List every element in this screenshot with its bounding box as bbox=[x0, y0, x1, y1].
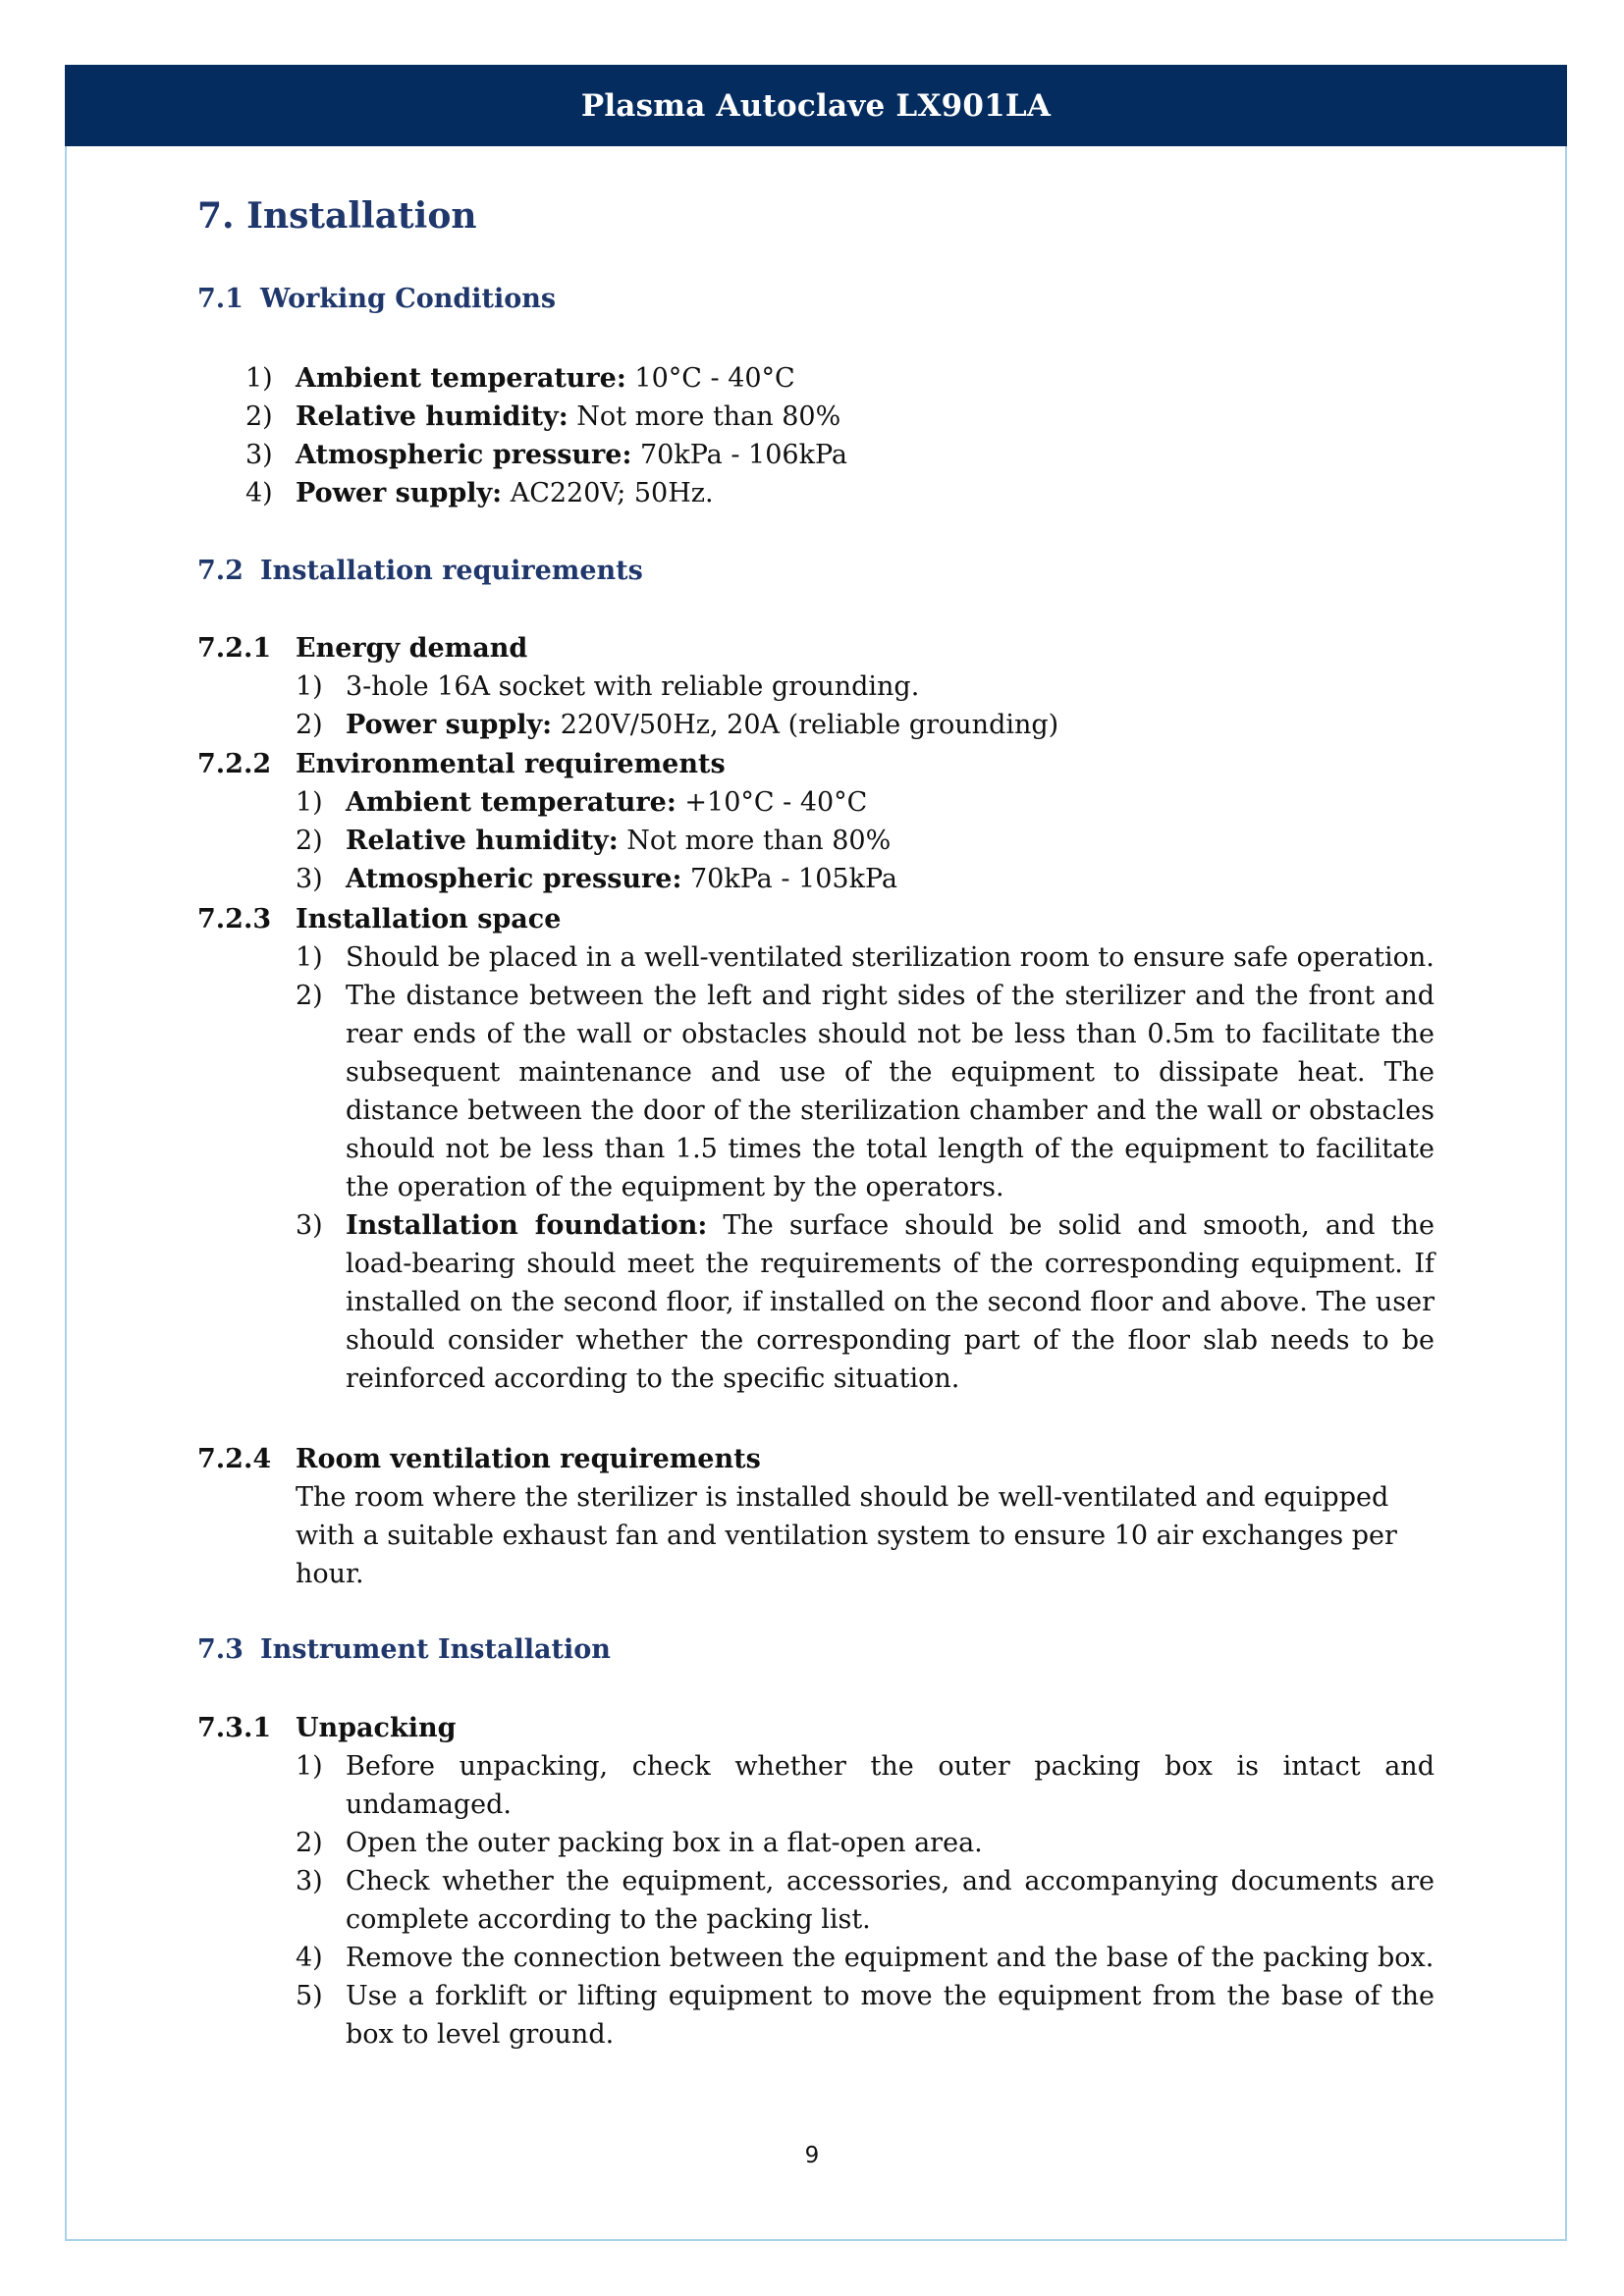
unpacking-list bbox=[296, 1747, 1435, 2054]
item-label: Atmospheric pressure: bbox=[346, 864, 682, 894]
subsection-title: Environmental requirements bbox=[296, 749, 726, 779]
subsection-heading-installation-space bbox=[197, 900, 561, 938]
section-number: 7.3 bbox=[197, 1634, 244, 1665]
item-text: AC220V; 50Hz. bbox=[502, 478, 714, 508]
subsection-number: 7.2.2 bbox=[197, 749, 272, 779]
item-label: Power supply: bbox=[346, 710, 553, 740]
section-title: Installation requirements bbox=[260, 556, 643, 586]
list-item bbox=[296, 1939, 1435, 1977]
subsection-number: 7.2.3 bbox=[197, 904, 272, 934]
room-ventilation-paragraph: The room where the sterilizer is installed should be well-ventilated and equipped with a suitable exhaust fan and ventilation system to ensure 10 air exchanges per hour. bbox=[296, 1482, 1397, 1589]
list-marker: 2) bbox=[296, 710, 323, 740]
list-item bbox=[296, 1747, 1435, 1824]
list-marker: 1) bbox=[296, 942, 323, 973]
item-text: Check whether the equipment, accessories, and accompanying documents are complete according to the packing list. bbox=[346, 1866, 1435, 1935]
list-marker: 2) bbox=[245, 401, 273, 432]
subsection-title: Installation space bbox=[296, 904, 562, 934]
list-item bbox=[296, 860, 1435, 898]
subsection-heading-unpacking bbox=[197, 1709, 456, 1747]
list-item bbox=[296, 667, 1435, 706]
list-item bbox=[296, 938, 1435, 977]
list-item bbox=[245, 359, 1435, 398]
item-text: Not more than 80% bbox=[618, 826, 892, 856]
item-label: Installation foundation: bbox=[346, 1210, 708, 1241]
item-text: Use a forklift or lifting equipment to move the equipment from the base of the box to level ground. bbox=[346, 1981, 1435, 2050]
list-marker: 1) bbox=[296, 1751, 323, 1782]
subsection-heading-room-ventilation bbox=[197, 1440, 761, 1478]
subsection-title: Room ventilation requirements bbox=[296, 1444, 761, 1474]
list-marker: 1) bbox=[296, 787, 323, 818]
list-marker: 2) bbox=[296, 981, 323, 1011]
item-label: Relative humidity: bbox=[296, 401, 568, 432]
section-heading-working-conditions bbox=[197, 282, 556, 317]
list-marker: 3) bbox=[296, 864, 323, 894]
list-item bbox=[296, 706, 1435, 744]
item-text: +10°C - 40°C bbox=[676, 787, 868, 818]
subsection-title: Energy demand bbox=[296, 633, 528, 664]
item-label: Atmospheric pressure: bbox=[296, 440, 632, 470]
subsection-title: Unpacking bbox=[296, 1713, 457, 1743]
section-heading-installation-requirements bbox=[197, 554, 643, 589]
list-item bbox=[245, 474, 1435, 512]
section-title: Working Conditions bbox=[260, 284, 557, 314]
subsection-heading-environmental-requirements bbox=[197, 745, 726, 783]
item-text: Open the outer packing box in a flat-open area. bbox=[346, 1828, 983, 1858]
item-text: 3-hole 16A socket with reliable grounding. bbox=[346, 671, 920, 702]
list-marker: 2) bbox=[296, 1828, 323, 1858]
item-label: Ambient temperature: bbox=[296, 363, 626, 394]
list-marker: 3) bbox=[296, 1210, 323, 1241]
list-marker: 4) bbox=[245, 478, 273, 508]
list-item bbox=[296, 822, 1435, 860]
subsection-number: 7.3.1 bbox=[197, 1713, 272, 1743]
list-item bbox=[296, 1977, 1435, 2054]
item-label: Ambient temperature: bbox=[346, 787, 677, 818]
list-item bbox=[245, 398, 1435, 436]
chapter-title: 7. Installation bbox=[197, 195, 477, 237]
section-number: 7.1 bbox=[197, 284, 244, 314]
list-marker: 5) bbox=[296, 1981, 323, 2011]
item-text: Remove the connection between the equipment and the base of the packing box. bbox=[346, 1943, 1435, 1973]
list-marker: 1) bbox=[245, 363, 273, 394]
subsection-number: 7.2.1 bbox=[197, 633, 272, 664]
item-text: The surface should be solid and smooth, and the load-bearing should meet the requirements of the corresponding equipment. If installed on the second floor, if installed on the second floor and above. The user should consider whether the corresponding part of the floor slab needs to be reinforced according to the specific situation. bbox=[346, 1210, 1435, 1394]
list-marker: 4) bbox=[296, 1943, 323, 1973]
item-text: Should be placed in a well-ventilated sterilization room to ensure safe operation. bbox=[346, 942, 1435, 973]
installation-space-list bbox=[296, 938, 1435, 1398]
list-item bbox=[245, 436, 1435, 474]
list-marker: 3) bbox=[296, 1866, 323, 1896]
item-text: Before unpacking, check whether the outer packing box is intact and undamaged. bbox=[346, 1751, 1435, 1820]
item-text: Not more than 80% bbox=[568, 401, 841, 432]
item-text: The distance between the left and right sides of the sterilizer and the front and rear ends of the wall or obstacles should not be less than 0.5m to facilitate the subsequent maintenance and use of the equipment to dissipate heat. The distance between the door of the sterilization chamber and the wall or obstacles should not be less than 1.5 times the total length of the equipment to facilitate the operation of the equipment by the operators. bbox=[346, 981, 1435, 1202]
list-item bbox=[296, 1824, 1435, 1862]
list-marker: 3) bbox=[245, 440, 273, 470]
list-item bbox=[296, 977, 1435, 1206]
list-item bbox=[296, 1206, 1435, 1398]
subsection-heading-energy-demand bbox=[197, 629, 527, 667]
page-number: 9 bbox=[804, 2143, 820, 2168]
item-label: Power supply: bbox=[296, 478, 503, 508]
document-title: Plasma Autoclave LX901LA bbox=[580, 87, 1052, 124]
item-text: 220V/50Hz, 20A (reliable grounding) bbox=[552, 710, 1059, 740]
item-label: Relative humidity: bbox=[346, 826, 619, 856]
document-header bbox=[65, 65, 1567, 146]
item-text: 10°C - 40°C bbox=[625, 363, 795, 394]
item-text: 70kPa - 105kPa bbox=[681, 864, 898, 894]
subsection-number: 7.2.4 bbox=[197, 1444, 272, 1474]
working-conditions-list bbox=[245, 359, 1435, 512]
list-item bbox=[296, 1862, 1435, 1939]
list-marker: 1) bbox=[296, 671, 323, 702]
section-heading-instrument-installation bbox=[197, 1632, 611, 1668]
energy-demand-list bbox=[296, 667, 1435, 744]
list-item bbox=[296, 783, 1435, 822]
section-number: 7.2 bbox=[197, 556, 244, 586]
section-title: Instrument Installation bbox=[260, 1634, 611, 1665]
item-text: 70kPa - 106kPa bbox=[631, 440, 848, 470]
list-marker: 2) bbox=[296, 826, 323, 856]
environmental-requirements-list bbox=[296, 783, 1435, 898]
